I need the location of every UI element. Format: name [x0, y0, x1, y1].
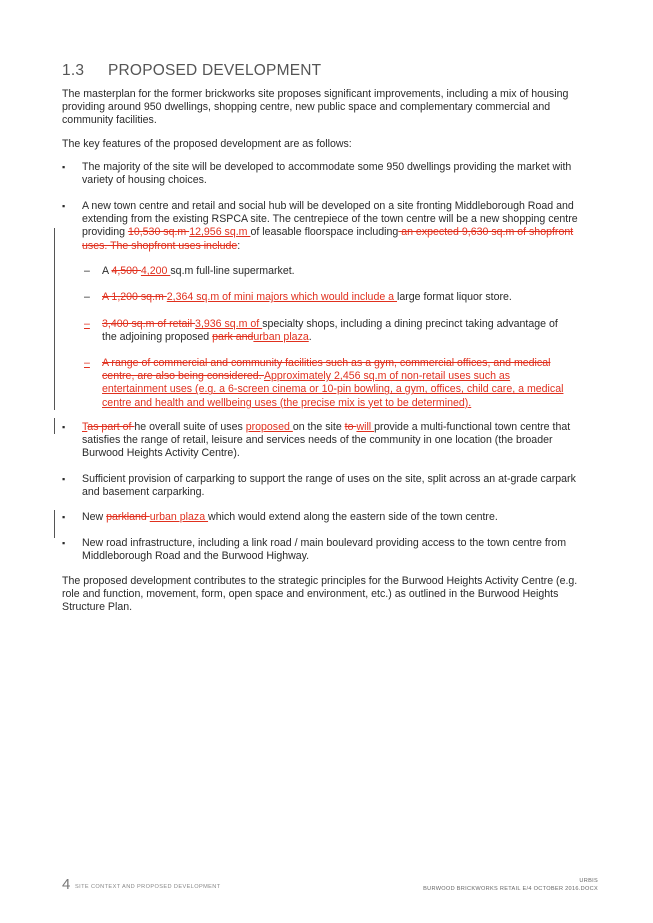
inserted-text: 4,200 [140, 265, 171, 277]
sub-item-specialty-shops [102, 318, 574, 344]
closing-paragraph: The proposed development contributes to the strategic principles for the Burwood Heights Activity Centre (e.g. role and function, movement, form, open space and environment, etc.) as outlined in the Burwood Heights Structure Plan. [62, 575, 578, 614]
text-run: he overall suite of uses [134, 421, 246, 433]
bullet-town-centre [82, 200, 582, 253]
inserted-text: 12,956 sq.m [189, 226, 251, 239]
text-run: specialty shops, including a dining precinct taking advantage of the adjoining proposed [102, 318, 558, 344]
change-bar [54, 228, 55, 410]
deleted-text: an expected 9,630 sq.m of shopfront uses. The shopfront uses include [82, 226, 574, 252]
page-number: 4 [62, 876, 71, 893]
change-bar [54, 418, 55, 434]
inserted-text: T [82, 421, 88, 433]
intro-paragraph: The masterplan for the former brickworks site proposes significant improvements, including a mix of housing providing around 950 dwellings, shopping centre, new public space and complementary commercial and community facilities. [62, 88, 569, 127]
footer-company: URBIS [579, 878, 598, 884]
bullet-icon: ▪ [62, 201, 66, 211]
text-run: A new town centre and retail and social hub will be developed on a site fronting Middleborough Road and extending from the existing RSPCA site. The centrepiece of the town centre will be a new shopping centre providing [82, 200, 578, 239]
text-run: on the site [292, 421, 345, 433]
footer-section: SITE CONTEXT AND PROPOSED DEVELOPMENT [75, 884, 221, 890]
deleted-text: parkland [106, 511, 150, 523]
dash-icon: – [84, 318, 90, 330]
sub-item-mini-majors [102, 291, 574, 304]
text-run: which would extend along the eastern side of the town centre. [208, 511, 498, 523]
text-run: provide a multi-functional town centre that satisfies the range of retail, leisure and services needs of the community in one location (the broader Burwood Heights Activity Centre). [82, 421, 571, 460]
bullet-icon: ▪ [62, 474, 66, 484]
footer-meta [423, 877, 598, 893]
section-heading [62, 62, 321, 80]
inserted-text: 3,936 sq.m of [195, 318, 263, 330]
dash-icon: – [84, 291, 90, 303]
deleted-text: 10,530 sq.m [127, 226, 190, 239]
inserted-text: 2,364 sq.m of mini majors which would include a [166, 291, 398, 303]
deleted-text: as part of [87, 421, 135, 433]
text-run: . [308, 331, 312, 344]
text-run: large format liquor store. [397, 291, 512, 303]
inserted-text: Approximately 2,456 sq.m of non-retail uses such as entertainment uses (e.g. a 6-screen cinema or 10-pin bowling, a gym, offices, child care, a medical centre and health and wellbeing uses (the precise mix is yet to be determined). [102, 370, 564, 409]
sub-item-non-retail [102, 357, 574, 410]
bullet-road-infrastructure: New road infrastructure, including a link road / main boulevard providing access to the town centre from Middleborough Road and the Burwood Highway. [82, 537, 567, 563]
inserted-text: will [356, 421, 375, 433]
text-run: New [82, 511, 107, 523]
section-number: 1.3 [62, 62, 85, 79]
deleted-text: A 1,200 sq.m [102, 291, 167, 303]
text-run: sq.m full-line supermarket. [170, 265, 295, 277]
section-title: PROPOSED DEVELOPMENT [108, 62, 322, 79]
bullet-housing: The majority of the site will be developed to accommodate some 950 dwellings providing the market with variety of housing choices. [82, 161, 572, 187]
text-run: : [237, 239, 241, 252]
deleted-text: 3,400 sq.m of retail [102, 318, 196, 330]
bullet-urban-plaza [82, 511, 582, 524]
footer-file: BURWOOD BRICKWORKS RETAIL E/4 OCTOBER 2016.DOCX [423, 886, 598, 892]
inserted-text: urban plaza [253, 331, 309, 344]
sub-item-supermarket [102, 265, 574, 278]
bullet-overall-uses [82, 421, 582, 461]
deleted-text: A range of commercial and community facilities such as a gym, commercial offices, and medical centre, are also being considered. [102, 357, 551, 383]
bullet-icon: ▪ [62, 162, 66, 172]
text-run: of leasable floorspace including [250, 226, 399, 239]
bullet-icon: ▪ [62, 538, 66, 548]
deleted-text: park and [212, 331, 254, 344]
deleted-text: 4,500 [111, 265, 141, 277]
dash-icon: – [84, 357, 90, 369]
dash-icon: – [84, 265, 90, 277]
bullet-icon: ▪ [62, 512, 66, 522]
deleted-text: to [344, 421, 357, 433]
bullet-icon: ▪ [62, 422, 66, 432]
change-bar [54, 510, 55, 538]
key-features-intro: The key features of the proposed development are as follows: [62, 138, 352, 150]
bullet-carparking: Sufficient provision of carparking to support the range of uses on the site, split across an at-grade carpark and basement carparking. [82, 473, 576, 499]
inserted-text: proposed [245, 421, 293, 433]
inserted-text: urban plaza [149, 511, 209, 523]
text-run: A [102, 265, 112, 277]
